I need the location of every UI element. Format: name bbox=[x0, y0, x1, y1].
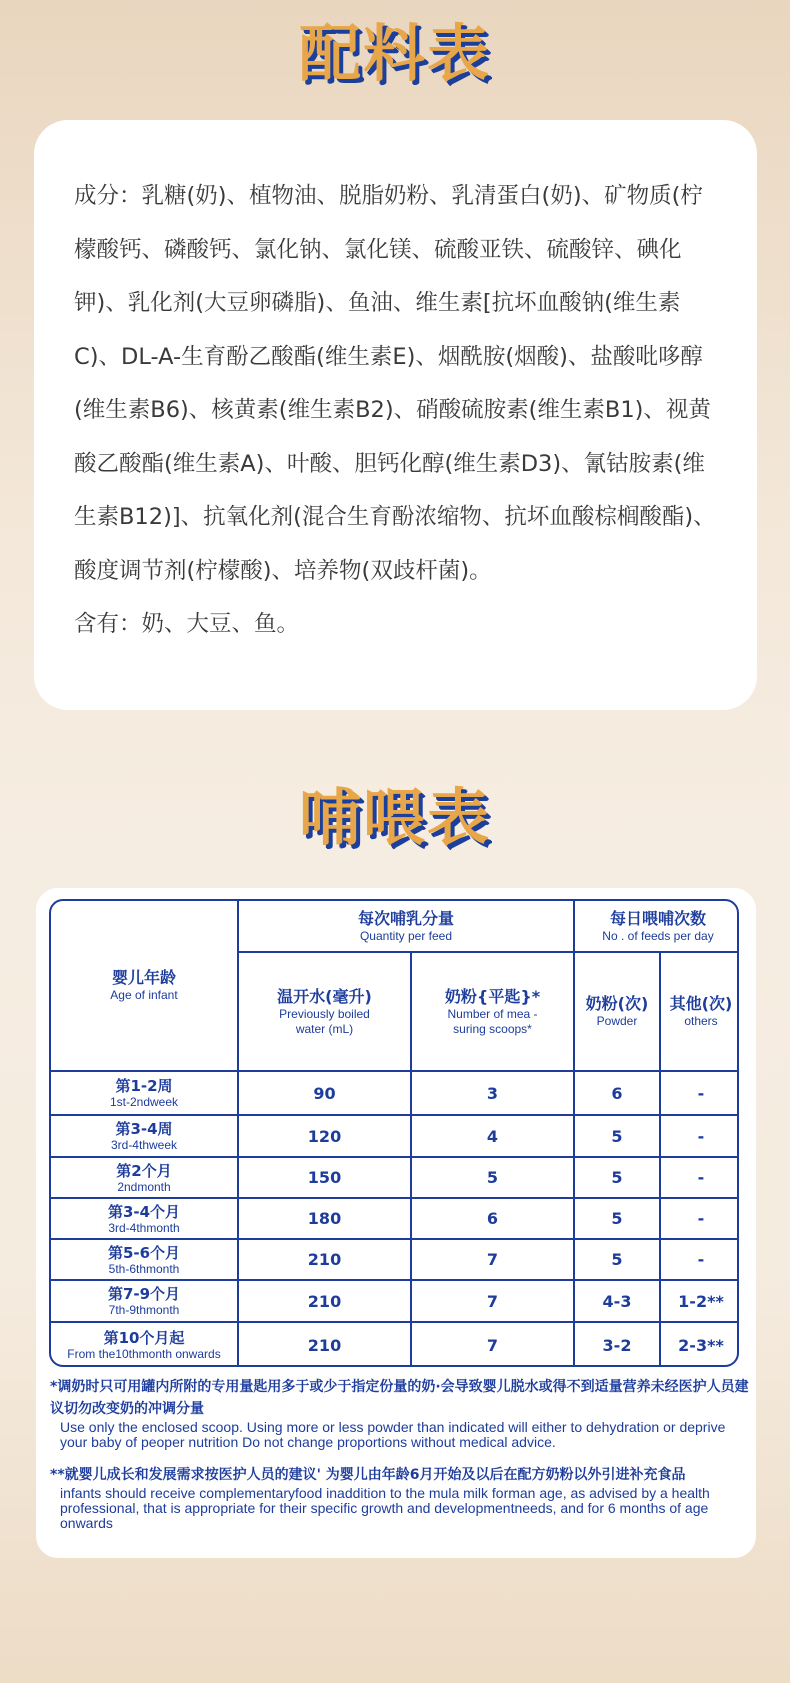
header-quantity bbox=[239, 901, 573, 951]
row-water: 180 bbox=[307, 1209, 342, 1228]
row-scoops: 6 bbox=[486, 1209, 499, 1228]
row-age-en: 7th-9thmonth bbox=[108, 1303, 180, 1317]
row-scoops: 5 bbox=[486, 1168, 499, 1187]
row-water: 210 bbox=[307, 1291, 342, 1311]
row-age bbox=[51, 1072, 237, 1114]
row-age-zh: 第3-4周 bbox=[115, 1120, 173, 1138]
header-powder bbox=[575, 953, 659, 1070]
row-age bbox=[51, 1323, 237, 1367]
row-age-zh: 第1-2周 bbox=[115, 1077, 173, 1095]
row-powder: 5 bbox=[611, 1209, 623, 1228]
note-scoop-zh: *调奶时只可用罐内所附的专用量匙用多于或少于指定份量的奶·会导致婴儿脱水或得不到适量营养未经医护人员建议切勿改变奶的冲调分量 bbox=[50, 1379, 749, 1417]
row-water: 150 bbox=[307, 1168, 342, 1187]
header-powder-zh: 奶粉(次) bbox=[585, 994, 649, 1013]
ingredients-body: 成分：乳糖(奶)、植物油、脱脂奶粉、乳清蛋白(奶)、矿物质(柠檬酸钙、磷酸钙、氯化钠、氯化镁、硫酸亚铁、硫酸锌、碘化钾)、乳化剂(大豆卵磷脂)、鱼油、维生素[抗坏血酸钠(维生素C)、DL-A-生育酚乙酸酯(维生素E)、烟酰胺(烟酸)、盐酸吡哆醇(维生素B6)、核黄素(维生素B2)、硝酸硫胺素(维生素B1)、视黄酸乙酸酯(维生素A)、叶酸、胆钙化醇(维生素D3)、氰钴胺素(维生素B12)]、抗氧化剂(混合生育酚浓缩物、抗坏血酸棕榈酸酯)、酸度调节剂(柠檬酸)、培养物(双歧杆菌)。 bbox=[74, 183, 716, 584]
note-complementary-en: infants should receive complementaryfood inaddition to the mula milk forman age, as advised by a health professional, that is appropriate for their specific growth and developmentneeds, and for 6 months of age onwards bbox=[60, 1485, 710, 1531]
header-powder-en: Powder bbox=[596, 1014, 638, 1028]
row-powder: 3-2 bbox=[602, 1335, 632, 1355]
row-water: 210 bbox=[307, 1335, 342, 1355]
row-age bbox=[51, 1116, 237, 1156]
row-others: - bbox=[697, 1250, 705, 1269]
header-others-zh: 其他(次) bbox=[669, 994, 733, 1013]
header-feeds-zh: 每日喂哺次数 bbox=[609, 908, 706, 928]
row-age-en: 2ndmonth bbox=[117, 1179, 171, 1194]
row-age bbox=[51, 1240, 237, 1279]
row-age-en: 3rd-4thweek bbox=[110, 1138, 178, 1152]
row-water: 120 bbox=[307, 1126, 342, 1146]
row-scoops: 7 bbox=[486, 1291, 499, 1311]
row-scoops: 7 bbox=[486, 1335, 499, 1355]
header-quantity-en: Quantity per feed bbox=[359, 928, 453, 943]
feeding-title: 哺喂表 bbox=[298, 781, 491, 854]
header-feeds-en: No . of feeds per day bbox=[602, 928, 714, 943]
header-quantity-zh: 每次哺乳分量 bbox=[357, 908, 454, 928]
row-water: 90 bbox=[313, 1083, 336, 1103]
header-water-zh: 温开水(毫升) bbox=[277, 986, 372, 1006]
row-age-en: 1st-2ndweek bbox=[109, 1095, 179, 1109]
row-age-zh: 第5-6个月 bbox=[107, 1243, 181, 1262]
row-others: 2-3** bbox=[678, 1335, 724, 1355]
header-age bbox=[51, 901, 237, 1070]
header-age-en: Age of infant bbox=[110, 988, 178, 1002]
header-scoops-zh: 奶粉{平匙}* bbox=[444, 986, 541, 1006]
row-age-zh: 第10个月起 bbox=[103, 1329, 185, 1347]
header-scoops-en: Number of mea - suring scoops* bbox=[447, 1006, 538, 1036]
row-scoops: 7 bbox=[486, 1250, 499, 1269]
row-others: - bbox=[697, 1083, 705, 1103]
row-scoops: 3 bbox=[486, 1083, 499, 1103]
header-scoops bbox=[412, 953, 573, 1070]
note-complementary bbox=[50, 1464, 750, 1531]
row-powder: 5 bbox=[611, 1168, 623, 1187]
header-others-en: others bbox=[684, 1014, 718, 1028]
ingredients-title: 配料表 bbox=[298, 17, 491, 90]
header-water-en: Previously boiled water (mL) bbox=[279, 1006, 370, 1036]
row-water: 210 bbox=[307, 1250, 342, 1269]
note-complementary-zh: **就婴儿成长和发展需求按医护人员的建议' 为婴儿由年龄6月开始及以后在配方奶粉以外引进补充食品 bbox=[50, 1467, 686, 1483]
header-age-zh: 婴儿年龄 bbox=[111, 968, 176, 987]
header-feeds bbox=[575, 901, 739, 951]
row-age-en: From the10thmonth onwards bbox=[67, 1347, 221, 1361]
row-age bbox=[51, 1199, 237, 1238]
row-others: - bbox=[697, 1126, 705, 1146]
row-age-zh: 第3-4个月 bbox=[107, 1202, 181, 1221]
row-others: - bbox=[697, 1168, 705, 1187]
feeding-card bbox=[36, 888, 756, 1558]
header-others bbox=[661, 953, 739, 1070]
row-powder: 5 bbox=[611, 1126, 623, 1146]
feeding-table bbox=[49, 899, 739, 1367]
row-others: - bbox=[697, 1209, 705, 1228]
row-age bbox=[51, 1281, 237, 1321]
row-powder: 5 bbox=[611, 1250, 623, 1269]
ingredients-contains: 含有：奶、大豆、鱼。 bbox=[74, 611, 300, 637]
row-age-en: 3rd-4thmonth bbox=[108, 1220, 180, 1235]
ingredients-text bbox=[74, 170, 724, 652]
row-scoops: 4 bbox=[486, 1126, 499, 1146]
row-powder: 6 bbox=[611, 1083, 623, 1103]
header-water bbox=[239, 953, 410, 1070]
row-age-zh: 第7-9个月 bbox=[107, 1285, 181, 1303]
row-age-en: 5th-6thmonth bbox=[108, 1261, 180, 1276]
note-scoop bbox=[50, 1376, 750, 1450]
row-powder: 4-3 bbox=[602, 1291, 632, 1311]
ingredients-card bbox=[34, 120, 757, 710]
note-scoop-en: Use only the enclosed scoop. Using more or less powder than indicated will either to dehydration or deprive your baby of peoper nutrition Do not change proportions without medical advice. bbox=[60, 1419, 726, 1450]
row-others: 1-2** bbox=[678, 1291, 724, 1311]
row-age-zh: 第2个月 bbox=[116, 1161, 172, 1180]
row-age bbox=[51, 1158, 237, 1197]
